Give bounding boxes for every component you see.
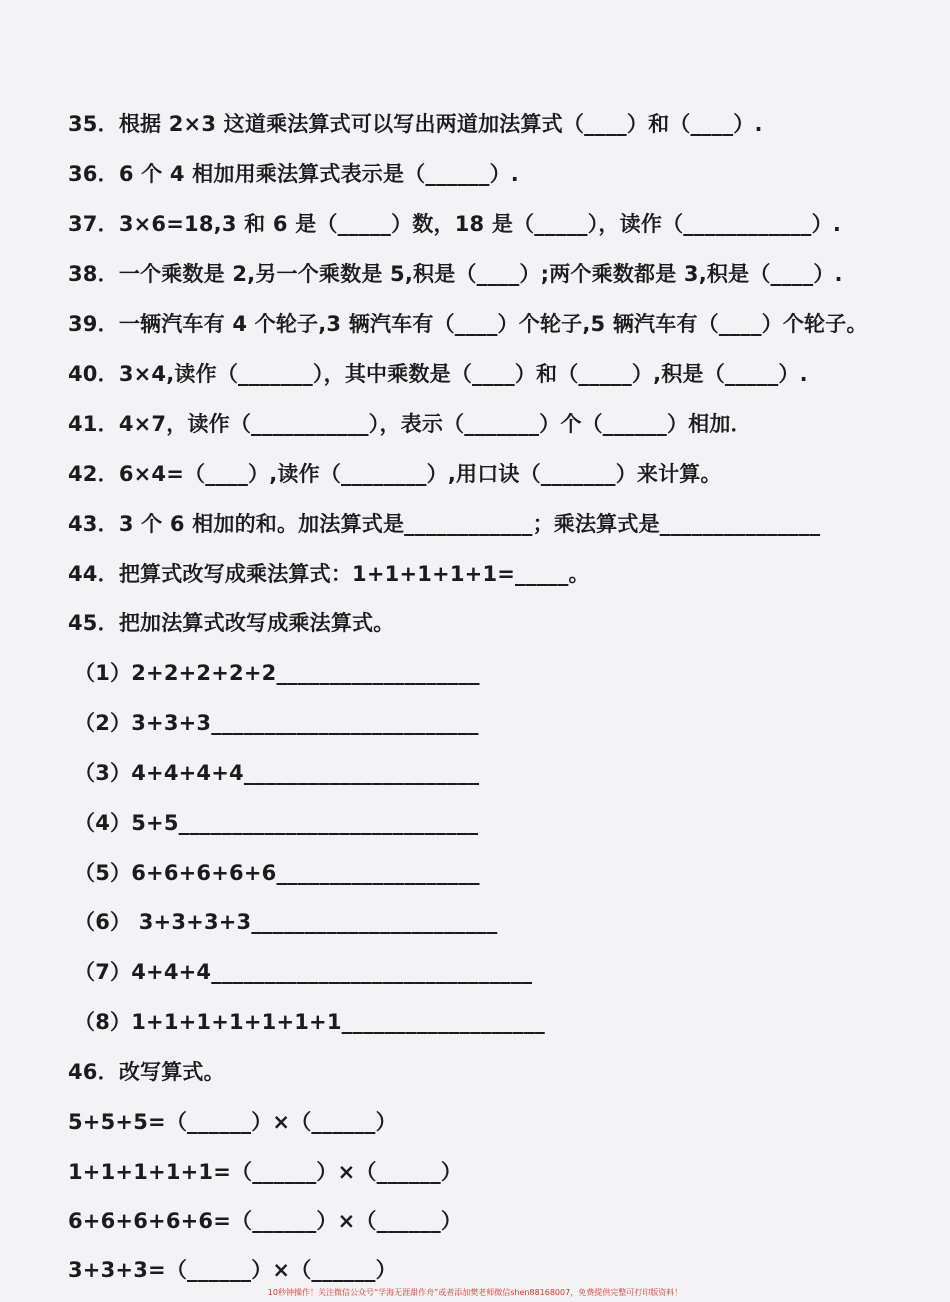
sub-item-1: （1）2+2+2+2+2___________________ [74, 661, 480, 685]
question-44: 44．把算式改写成乘法算式：1+1+1+1+1=_____。 [68, 562, 590, 586]
question-42: 42．6×4=（____）,读作（________）,用口诀（_______）来计算。 [68, 462, 722, 486]
sub-item-4: （4）5+5____________________________ [74, 811, 479, 835]
question-43: 43．3 个 6 相加的和。加法算式是____________；乘法算式是_______________ [68, 512, 821, 536]
sub-item-2: （2）3+3+3_________________________ [74, 711, 479, 735]
rewrite-item-3: 6+6+6+6+6=（______）×（______） [68, 1209, 463, 1233]
sub-item-7: （7）4+4+4______________________________ [74, 960, 533, 984]
rewrite-item-4: 3+3+3=（______）×（______） [68, 1258, 397, 1282]
sub-item-3: （3）4+4+4+4______________________ [74, 761, 480, 785]
sub-item-6: （6） 3+3+3+3_______________________ [74, 910, 498, 934]
rewrite-item-1: 5+5+5=（______）×（______） [68, 1110, 397, 1134]
rewrite-item-2: 1+1+1+1+1=（______）×（______） [68, 1160, 463, 1184]
question-38: 38．一个乘数是 2,另一个乘数是 5,积是（____）;两个乘数都是 3,积是（____）. [68, 262, 843, 286]
question-39: 39．一辆汽车有 4 个轮子,3 辆汽车有（____）个轮子,5 辆汽车有（____）个轮子。 [68, 312, 868, 336]
sub-item-5: （5）6+6+6+6+6___________________ [74, 861, 480, 885]
question-36: 36．6 个 4 相加用乘法算式表示是（______）. [68, 162, 519, 186]
question-35: 35．根据 2×3 这道乘法算式可以写出两道加法算式（____）和（____）. [68, 112, 763, 136]
footer-notice: 10秒钟操作！关注微信公众号“学海无涯甜作舟”或者添加樊老师微信shen88168007，免费提供完整可打印版资料！ [267, 1288, 683, 1297]
sub-item-8: （8）1+1+1+1+1+1+1___________________ [74, 1010, 545, 1034]
question-45: 45．把加法算式改写成乘法算式。 [68, 611, 395, 635]
question-41: 41．4×7，读作（___________），表示（_______）个（______）相加． [68, 412, 752, 436]
question-46: 46．改写算式。 [68, 1060, 225, 1084]
question-40: 40．3×4,读作（_______），其中乘数是（____）和（_____）,积是（_____）. [68, 362, 808, 386]
question-37: 37．3×6=18,3 和 6 是（_____）数，18 是（_____），读作（____________）. [68, 212, 842, 236]
